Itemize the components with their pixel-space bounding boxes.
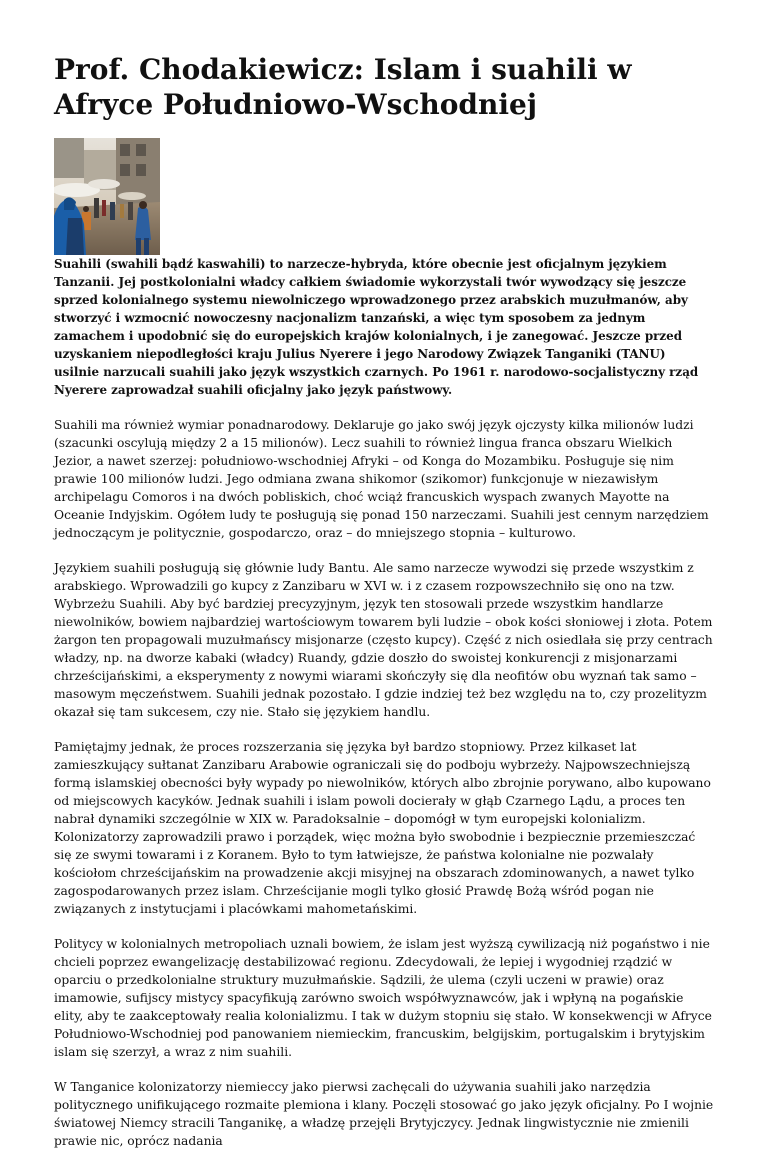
article-lead: Suahili (swahili bądź kaswahili) to narzecze-hybryda, które obecnie jest oficjalnym językiem Tanzanii. Jej postkolonialni władcy całkiem świadomie wykorzystali twór wywodzący się jeszcze sprzed kolonialnego systemu niewolniczego wprowadzonego przez arabskich muzułmanów, aby stworzyć i wzmocnić nowoczesny nacjonalizm tanzański, a więc tym sposobem za jednym zamachem i upodobnić się do europejskich krajów kolonialnych, i je zanegować. Jeszcze przed uzyskaniem niepodległości kraju Julius Nyerere i jego Narodowy Związek Tanganiki (TANU) usilnie narzucali suahili jako język wszystkich czarnych. Po 1961 r. narodowo-socjalistyczny rząd Nyerere zaprowadzał suahili oficjalny jako język państwowy. xyxy=(54,257,699,397)
article-paragraph: W Tanganice kolonizatorzy niemieccy jako pierwsi zachęcali do używania suahili jako narzędzia politycznego unifikującego rozmaite plemiona i klany. Poczęli stosować go jako język oficjalny. Po I wojnie światowej Niemcy stracili Tanganikę, a władzę przejęli Brytyjczycy. Jednak lingwistycznie nie zmienili prawie nic, oprócz nadania xyxy=(54,1080,714,1148)
article-paragraph: Suahili ma również wymiar ponadnarodowy. Deklaruje go jako swój język ojczysty kilka milionów ludzi (szacunki oscylują między 2 a 15 milionów). Lecz suahili to również lingua franca obszaru Wielkich Jezior, a nawet szerzej: południowo-wschodniej Afryki – od Konga do Mozambiku. Posługuje się nim prawie 100 milionów ludzi. Jego odmiana zwana shikomor (szikomor) funkcjonuje w niezawisłym archipelagu Comoros i na dwóch pobliskich, choć wciąż francuskich wyspach zwanych Mayotte na Oceanie Indyjskim. Ogółem ludy te posługują się ponad 150 narzeczami. Suahili jest cennym narzędziem jednoczącym je politycznie, gospodarczo, oraz – do mniejszego stopnia – kulturowo. xyxy=(54,418,709,540)
market-street-photo xyxy=(54,138,160,255)
article xyxy=(54,0,714,1150)
article-paragraph: Językiem suahili posługują się głównie ludy Bantu. Ale samo narzecze wywodzi się przede wszystkim z arabskiego. Wprowadzili go kupcy z Zanzibaru w XVI w. i z czasem rozpowszechniło się ono na tzw. Wybrzeżu Suahili. Aby być bardziej precyzyjnym, język ten stosowali przede wszystkim handlarze niewolników, bowiem najbardziej wartościowym towarem byli ludzie – obok kości słoniowej i złota. Potem żargon ten propagowali muzułmańscy misjonarze (często kupcy). Część z nich osiedlała się przy centrach władzy, np. na dworze kabaki (władcy) Ruandy, gdzie doszło do swoistej konkurencji z misjonarzami chrześcijańskimi, a eksperymenty z nowymi wiarami skończyły się dla neofitów obu wyznań tak samo – masowym męczeństwem. Suahili jednak pozostało. I gdzie indziej też bez względu na to, czy prozelityzm okazał się tam sukcesem, czy nie. Stało się językiem handlu. xyxy=(54,561,713,719)
market-photo-illustration xyxy=(54,138,160,255)
article-title: Prof. Chodakiewicz: Islam i suahili w Afryce Południowo-Wschodniej xyxy=(54,53,632,121)
article-paragraph: Politycy w kolonialnych metropoliach uznali bowiem, że islam jest wyższą cywilizacją niż pogaństwo i nie chcieli poprzez ewangelizację destabilizować regionu. Zdecydowali, że lepiej i wygodniej rządzić w oparciu o przedkolonialne struktury muzułmańskie. Sądzili, że ulema (czyli uczeni w prawie) oraz imamowie, sufijscy mistycy spacyfikują zarówno swoich współwyznawców, jak i wpłyną na pogańskie elity, aby te zaakceptowały realia kolonializmu. I tak w dużym stopniu się stało. W konsekwencji w Afryce Południowo-Wschodniej pod panowaniem niemieckim, francuskim, belgijskim, portugalskim i brytyjskim islam się szerzył, a wraz z nim suahili. xyxy=(54,937,712,1059)
article-paragraph: Pamiętajmy jednak, że proces rozszerzania się języka był bardzo stopniowy. Przez kilkaset lat zamieszkujący sułtanat Zanzibaru Arabowie ograniczali się do podboju wybrzeży. Najpowszechniejszą formą islamskiej obecności były wypady po niewolników, których albo zbrojnie porywano, albo kupowano od miejscowych kacyków. Jednak suahili i islam powoli docierały w głąb Czarnego Lądu, a proces ten nabrał dynamiki szczególnie w XIX w. Paradoksalnie – dopomógł w tym europejski kolonializm. Kolonizatorzy zaprowadzili prawo i porządek, więc można było swobodnie i bezpiecznie przemieszczać się ze swymi towarami i z Koranem. Było to tym łatwiejsze, że państwa kolonialne nie pozwalały kościołom chrześcijańskim na prowadzenie akcji misyjnej na obszarach zdominowanych, a nawet tylko zagospodarowanych przez islam. Chrześcijanie mogli tylko głosić Prawdę Bożą wśród pogan nie związanych z instytucjami i placówkami mahometańskimi. xyxy=(54,740,711,916)
